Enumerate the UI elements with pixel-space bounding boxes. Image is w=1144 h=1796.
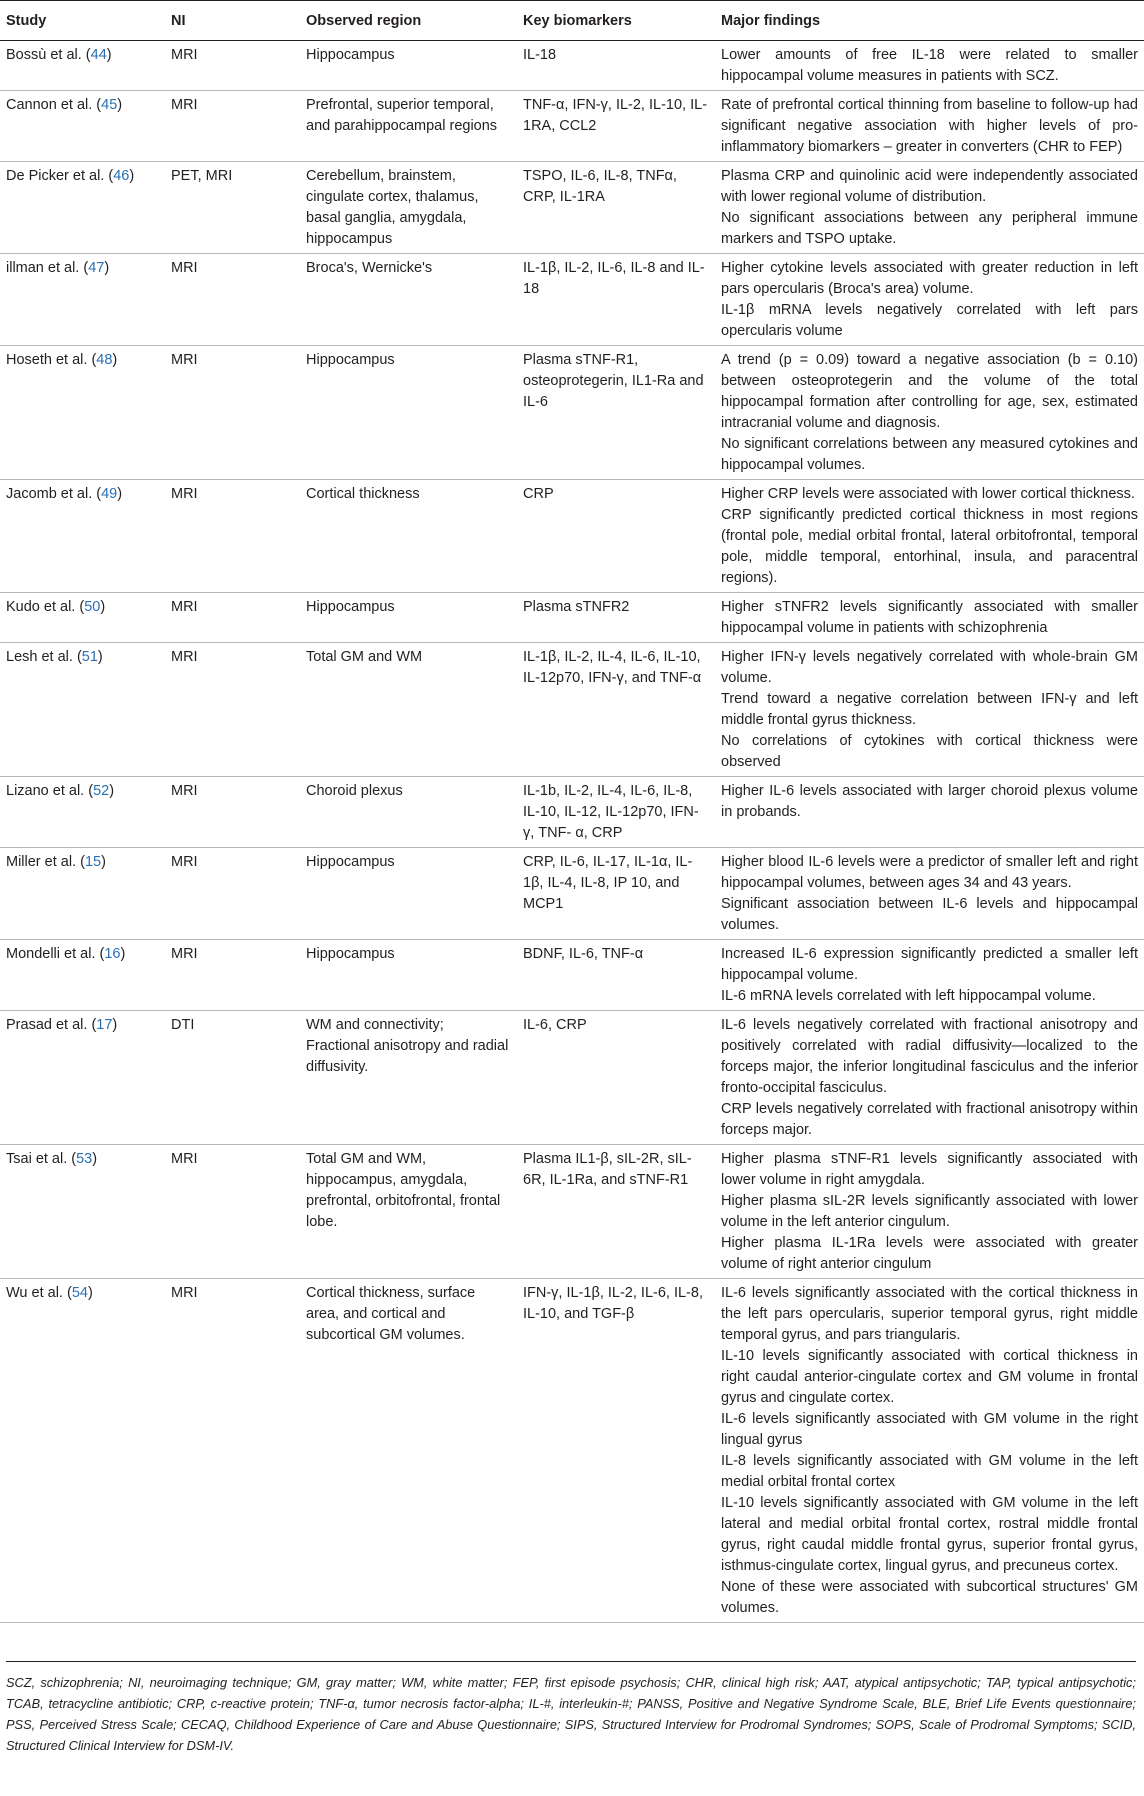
cell-key-biomarkers: BDNF, IL-6, TNF-α <box>517 940 715 1011</box>
reference-link[interactable]: 45 <box>101 97 118 113</box>
finding-text: No significant associations between any peripheral immune markers and TSPO uptake. <box>721 210 1138 247</box>
cell-major-findings <box>715 1011 1144 1145</box>
cell-observed-region: Choroid plexus <box>300 777 517 848</box>
finding-text: IL-10 levels significantly associated with GM volume in the left lateral and medial orbital frontal cortex, rostral middle frontal gyrus, right caudal middle frontal gyrus, superior frontal gyrus, isthmus-cingulate cortex, lingual gyrus, and precuneus cortex. <box>721 1495 1138 1574</box>
finding-text: Higher sTNFR2 levels significantly associated with smaller hippocampal volume in patients with schizophrenia <box>721 599 1138 636</box>
header-row <box>0 1 1144 41</box>
finding-text: CRP levels negatively correlated with fractional anisotropy within forceps major. <box>721 1101 1138 1138</box>
finding-text: IL-6 levels negatively correlated with fractional anisotropy and positively correlated with radial diffusivity—localized to the forceps major, the inferior longitudinal fasciculus and the inferior fronto-occipital fasciculus. <box>721 1017 1138 1096</box>
reference-link[interactable]: 48 <box>96 352 113 368</box>
study-name: illman et al. <box>6 260 80 276</box>
cell-study: Tsai et al. (53) <box>0 1145 165 1279</box>
study-name: De Picker et al. <box>6 168 105 184</box>
finding-text: Increased IL-6 expression significantly predicted a smaller left hippocampal volume. <box>721 946 1138 983</box>
study-name: Miller et al. <box>6 854 77 870</box>
finding-text: Trend toward a negative correlation between IFN-γ and left middle frontal gyrus thickness. <box>721 691 1138 728</box>
study-name: Mondelli et al. <box>6 946 96 962</box>
finding-text: IL-1β mRNA levels negatively correlated with left pars opercularis volume <box>721 302 1138 339</box>
finding-text: Rate of prefrontal cortical thinning from baseline to follow-up had significant negative association with higher levels of pro-inflammatory biomarkers – greater in converters (CHR to FEP) <box>721 97 1138 155</box>
finding-text: IL-6 mRNA levels correlated with left hippocampal volume. <box>721 988 1096 1004</box>
cell-study: Cannon et al. (45) <box>0 91 165 162</box>
cell-observed-region: Hippocampus <box>300 41 517 91</box>
header-observed-region: Observed region <box>300 1 517 41</box>
cell-observed-region: Hippocampus <box>300 593 517 643</box>
table-row <box>0 643 1144 777</box>
cell-ni: MRI <box>165 41 300 91</box>
cell-major-findings <box>715 1279 1144 1623</box>
table-row <box>0 346 1144 480</box>
finding-text: No significant correlations between any measured cytokines and hippocampal volumes. <box>721 436 1138 473</box>
cell-ni: MRI <box>165 643 300 777</box>
cell-major-findings <box>715 346 1144 480</box>
cell-ni: PET, MRI <box>165 162 300 254</box>
reference-link[interactable]: 52 <box>93 783 110 799</box>
cell-ni: DTI <box>165 1011 300 1145</box>
cell-major-findings <box>715 41 1144 91</box>
study-name: Hoseth et al. <box>6 352 88 368</box>
finding-text: CRP significantly predicted cortical thickness in most regions (frontal pole, medial orbital frontal, lateral orbitofrontal, temporal pole, middle temporal, entorhinal, insula, and paracentral regions). <box>721 507 1138 586</box>
finding-text: Higher CRP levels were associated with lower cortical thickness. <box>721 486 1135 502</box>
finding-text: Higher blood IL-6 levels were a predictor of smaller left and right hippocampal volumes, between ages 34 and 43 years. <box>721 854 1138 891</box>
study-name: Lesh et al. <box>6 649 73 665</box>
table-row <box>0 1145 1144 1279</box>
study-name: Cannon et al. <box>6 97 93 113</box>
cell-key-biomarkers: Plasma sTNFR2 <box>517 593 715 643</box>
table-footnote: SCZ, schizophrenia; NI, neuroimaging technique; GM, gray matter; WM, white matter; FEP, first episode psychosis; CHR, clinical high risk; AAT, atypical antipsychotic; TAP, typical antipsychotic; TCAB, tetracycline antibiotic; CRP, c-reactive protein; TNF-α, tumor necrosis factor-alpha; IL-#, interleukin-#; PANSS, Positive and Negative Syndrome Scale, BLE, Brief Life Events questionnaire; PSS, Perceived Stress Scale; CECAQ, Childhood Experience of Care and Abuse Questionnaire; SIPS, Structured Interview for Prodromal Syndromes; SOPS, Scale of Prodromal Symptoms; SCID, Structured Clinical Interview for DSM-IV. <box>6 1661 1136 1756</box>
cell-observed-region: Hippocampus <box>300 346 517 480</box>
cell-key-biomarkers: Plasma sTNF-R1, osteoprotegerin, IL1-Ra and IL-6 <box>517 346 715 480</box>
cell-ni: MRI <box>165 593 300 643</box>
finding-text: None of these were associated with subcortical structures' GM volumes. <box>721 1579 1138 1616</box>
header-ni: NI <box>165 1 300 41</box>
cell-observed-region: Cerebellum, brainstem, cingulate cortex, thalamus, basal ganglia, amygdala, hippocampus <box>300 162 517 254</box>
study-name: Kudo et al. <box>6 599 76 615</box>
cell-key-biomarkers: CRP, IL-6, IL-17, IL-1α, IL-1β, IL-4, IL-8, IP 10, and MCP1 <box>517 848 715 940</box>
finding-text: IL-6 levels significantly associated with GM volume in the right lingual gyrus <box>721 1411 1138 1448</box>
cell-study: illman et al. (47) <box>0 254 165 346</box>
cell-study: Lizano et al. (52) <box>0 777 165 848</box>
cell-observed-region: Cortical thickness <box>300 480 517 593</box>
cell-major-findings <box>715 162 1144 254</box>
cell-study: Prasad et al. (17) <box>0 1011 165 1145</box>
cell-major-findings <box>715 643 1144 777</box>
study-name: Wu et al. <box>6 1285 63 1301</box>
study-name: Lizano et al. <box>6 783 85 799</box>
cell-major-findings <box>715 777 1144 848</box>
table-row <box>0 1279 1144 1623</box>
table-row <box>0 91 1144 162</box>
cell-key-biomarkers: Plasma IL1-β, sIL-2R, sIL-6R, IL-1Ra, and sTNF-R1 <box>517 1145 715 1279</box>
finding-text: Higher plasma sIL-2R levels significantly associated with lower volume in the left anterior cingulum. <box>721 1193 1138 1230</box>
reference-link[interactable]: 51 <box>81 649 98 665</box>
cell-major-findings <box>715 593 1144 643</box>
cell-study: Miller et al. (15) <box>0 848 165 940</box>
reference-link[interactable]: 46 <box>113 168 130 184</box>
cell-observed-region: Prefrontal, superior temporal, and parahippocampal regions <box>300 91 517 162</box>
table-row <box>0 254 1144 346</box>
finding-text: Higher IFN-γ levels negatively correlated with whole-brain GM volume. <box>721 649 1138 686</box>
cell-observed-region: Hippocampus <box>300 848 517 940</box>
cell-major-findings <box>715 91 1144 162</box>
cell-ni: MRI <box>165 254 300 346</box>
reference-link[interactable]: 47 <box>88 260 105 276</box>
cell-major-findings <box>715 848 1144 940</box>
table-row <box>0 940 1144 1011</box>
cell-key-biomarkers: IL-18 <box>517 41 715 91</box>
table-body <box>0 41 1144 1623</box>
cell-key-biomarkers: IL-1b, IL-2, IL-4, IL-6, IL-8, IL-10, IL-12, IL-12p70, IFN- γ, TNF- α, CRP <box>517 777 715 848</box>
cell-ni: MRI <box>165 848 300 940</box>
cell-study: Lesh et al. (51) <box>0 643 165 777</box>
table-row <box>0 41 1144 91</box>
study-name: Bossù et al. <box>6 47 82 63</box>
cell-ni: MRI <box>165 91 300 162</box>
reference-link[interactable]: 16 <box>104 946 121 962</box>
finding-text: A trend (p = 0.09) toward a negative association (b = 0.10) between osteoprotegerin and the volume of the total hippocampal formation after controlling for age, sex, estimated intracranial volume and diagnosis. <box>721 352 1138 431</box>
cell-study: Wu et al. (54) <box>0 1279 165 1623</box>
finding-text: IL-6 levels significantly associated with the cortical thickness in the left pars opercularis, superior temporal gyrus, right middle temporal gyrus, and pars triangularis. <box>721 1285 1138 1343</box>
cell-key-biomarkers: TSPO, IL-6, IL-8, TNFα, CRP, IL-1RA <box>517 162 715 254</box>
finding-text: IL-8 levels significantly associated with GM volume in the left medial orbital frontal cortex <box>721 1453 1138 1490</box>
finding-text: Higher plasma IL-1Ra levels were associated with greater volume of right anterior cingulum <box>721 1235 1138 1272</box>
cell-key-biomarkers: IL-6, CRP <box>517 1011 715 1145</box>
table-row <box>0 777 1144 848</box>
table-header <box>0 1 1144 41</box>
table-row <box>0 162 1144 254</box>
cell-observed-region: Hippocampus <box>300 940 517 1011</box>
cell-ni: MRI <box>165 346 300 480</box>
reference-link[interactable]: 53 <box>76 1151 93 1167</box>
table-row <box>0 1011 1144 1145</box>
cell-ni: MRI <box>165 940 300 1011</box>
cell-key-biomarkers: IL-1β, IL-2, IL-4, IL-6, IL-10, IL-12p70, IFN-γ, and TNF-α <box>517 643 715 777</box>
cell-major-findings <box>715 480 1144 593</box>
reference-link[interactable]: 15 <box>84 854 102 870</box>
cell-ni: MRI <box>165 1279 300 1623</box>
cell-study: Kudo et al. (50) <box>0 593 165 643</box>
cell-study: De Picker et al. (46) <box>0 162 165 254</box>
header-study: Study <box>0 1 165 41</box>
finding-text: IL-10 levels significantly associated with cortical thickness in right caudal anterior-cingulate cortex and GM volume in frontal gyrus and cingulate cortex. <box>721 1348 1138 1406</box>
cell-observed-region: Broca's, Wernicke's <box>300 254 517 346</box>
cell-key-biomarkers: CRP <box>517 480 715 593</box>
finding-text: No correlations of cytokines with cortical thickness were observed <box>721 733 1138 770</box>
finding-text: Significant association between IL-6 levels and hippocampal volumes. <box>721 896 1138 933</box>
cell-study: Bossù et al. (44) <box>0 41 165 91</box>
reference-link[interactable]: 54 <box>71 1285 88 1301</box>
cell-study: Hoseth et al. (48) <box>0 346 165 480</box>
finding-text: Higher plasma sTNF-R1 levels significantly associated with lower volume in right amygdala. <box>721 1151 1138 1188</box>
finding-text: Lower amounts of free IL-18 were related to smaller hippocampal volume measures in patients with SCZ. <box>721 47 1138 84</box>
study-name: Tsai et al. <box>6 1151 68 1167</box>
study-name: Jacomb et al. <box>6 486 93 502</box>
cell-key-biomarkers: IFN-γ, IL-1β, IL-2, IL-6, IL-8, IL-10, and TGF-β <box>517 1279 715 1623</box>
table-row <box>0 593 1144 643</box>
cell-ni: MRI <box>165 480 300 593</box>
study-name: Prasad et al. <box>6 1017 88 1033</box>
cell-major-findings <box>715 940 1144 1011</box>
reference-link[interactable]: 49 <box>101 486 118 502</box>
reference-link[interactable]: 50 <box>84 599 101 615</box>
cell-key-biomarkers: TNF-α, IFN-γ, IL-2, IL-10, IL-1RA, CCL2 <box>517 91 715 162</box>
cell-major-findings <box>715 1145 1144 1279</box>
cell-study: Mondelli et al. (16) <box>0 940 165 1011</box>
cell-observed-region: Total GM and WM <box>300 643 517 777</box>
table-row <box>0 848 1144 940</box>
table-row <box>0 480 1144 593</box>
cell-key-biomarkers: IL-1β, IL-2, IL-6, IL-8 and IL-18 <box>517 254 715 346</box>
cell-observed-region: WM and connectivity; Fractional anisotropy and radial diffusivity. <box>300 1011 517 1145</box>
cell-observed-region: Total GM and WM, hippocampus, amygdala, prefrontal, orbitofrontal, frontal lobe. <box>300 1145 517 1279</box>
finding-text: Plasma CRP and quinolinic acid were independently associated with lower regional volume of distribution. <box>721 168 1138 205</box>
cell-observed-region: Cortical thickness, surface area, and cortical and subcortical GM volumes. <box>300 1279 517 1623</box>
cell-ni: MRI <box>165 1145 300 1279</box>
reference-link[interactable]: 44 <box>90 47 107 63</box>
header-major-findings: Major findings <box>715 1 1144 41</box>
cell-major-findings <box>715 254 1144 346</box>
finding-text: Higher IL-6 levels associated with larger choroid plexus volume in probands. <box>721 783 1138 820</box>
header-key-biomarkers: Key biomarkers <box>517 1 715 41</box>
cell-study: Jacomb et al. (49) <box>0 480 165 593</box>
reference-link[interactable]: 17 <box>96 1017 113 1033</box>
cell-ni: MRI <box>165 777 300 848</box>
finding-text: Higher cytokine levels associated with greater reduction in left pars opercularis (Broca's area) volume. <box>721 260 1138 297</box>
